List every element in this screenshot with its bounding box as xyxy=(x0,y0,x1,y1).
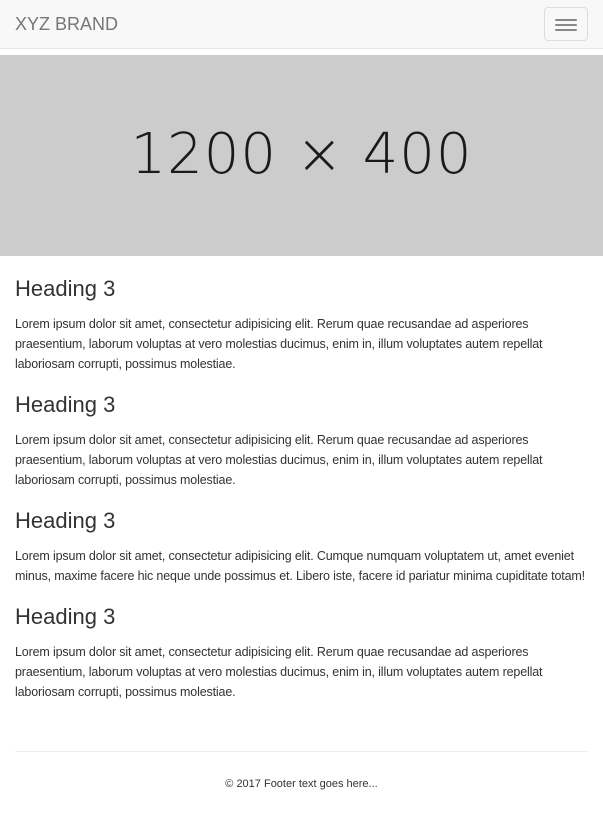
section-heading: Heading 3 xyxy=(15,392,116,417)
footer-text: © 2017 Footer text goes here... xyxy=(225,778,378,790)
section-body: Lorem ipsum dolor sit amet, consectetur adipisicing elit. Rerum quae recusandae ad asperiores praesentium, laborum voluptas at vero molestias ducimus, enim in, illum voluptates autem repellat laboriosam corrupti, possimus molestiae. xyxy=(15,317,543,371)
hero-placeholder-image xyxy=(0,55,603,256)
hamburger-bar xyxy=(555,19,577,21)
content-section xyxy=(15,274,588,374)
section-heading: Heading 3 xyxy=(15,508,116,533)
hamburger-bar xyxy=(555,24,577,26)
content-section xyxy=(15,602,588,702)
section-heading: Heading 3 xyxy=(15,604,116,629)
footer xyxy=(0,776,603,792)
footer-divider xyxy=(15,751,588,752)
section-body: Lorem ipsum dolor sit amet, consectetur adipisicing elit. Cumque numquam voluptatem ut, amet eveniet minus, maxime facere hic neque unde possimus et. Libero iste, facere id pariatur minima cupiditate totam! xyxy=(15,549,585,583)
section-body: Lorem ipsum dolor sit amet, consectetur adipisicing elit. Rerum quae recusandae ad asperiores praesentium, laborum voluptas at vero molestias ducimus, enim in, illum voluptates autem repellat laboriosam corrupti, possimus molestiae. xyxy=(15,433,543,487)
hamburger-bar xyxy=(555,29,577,31)
brand-link[interactable]: XYZ BRAND xyxy=(15,14,119,34)
content-section xyxy=(15,390,588,490)
navbar-toggle-button[interactable] xyxy=(544,7,588,41)
navbar xyxy=(0,0,603,49)
main-content xyxy=(15,274,588,718)
hero-placeholder-text: 1200 × 400 xyxy=(130,122,473,187)
section-body: Lorem ipsum dolor sit amet, consectetur adipisicing elit. Rerum quae recusandae ad asperiores praesentium, laborum voluptas at vero molestias ducimus, enim in, illum voluptates autem repellat laboriosam corrupti, possimus molestiae. xyxy=(15,645,543,699)
section-heading: Heading 3 xyxy=(15,276,116,301)
content-section xyxy=(15,506,588,586)
